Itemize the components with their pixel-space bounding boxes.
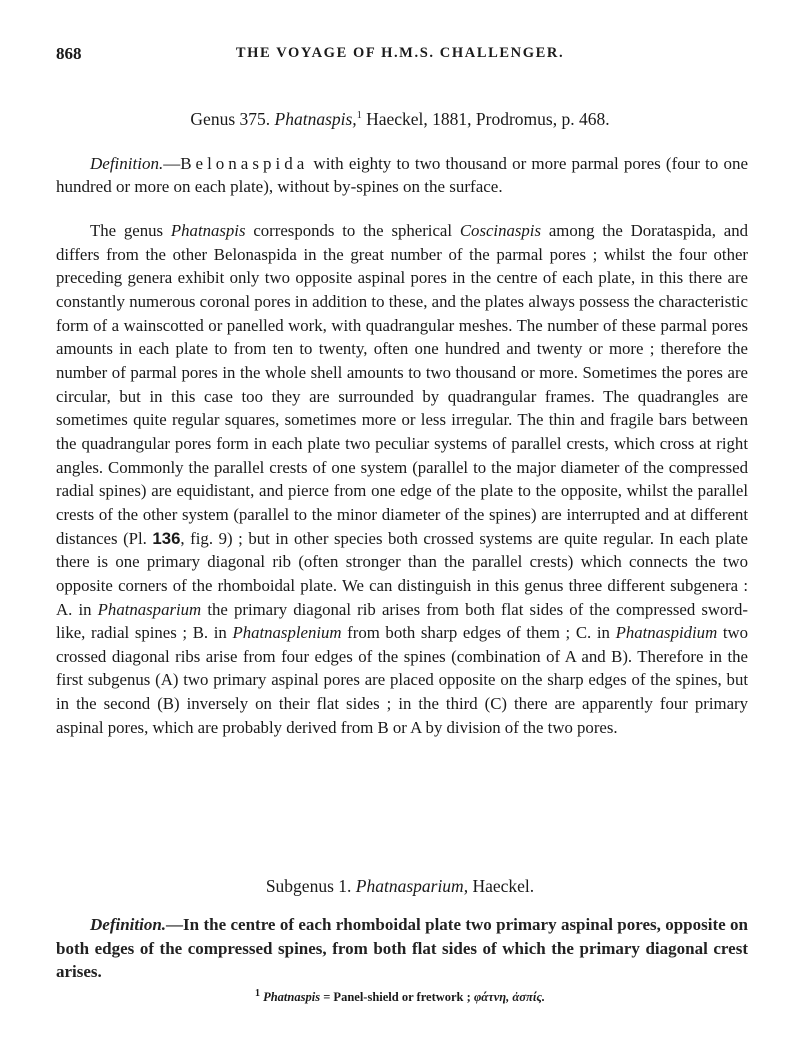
body-text-4: , fig. 9) ; but in other species both crossed systems are quite regular. In each plate there is one primary diagonal rib (often stronger than the parallel crests) which connects the two opposite corners of the rhomboidal plate. We can distinguish in this genus three different subgenera : A. in — [56, 528, 748, 619]
subgenus-definition-dash: — — [166, 915, 184, 934]
body-text-3: among the Dorataspida, and differs from the other Belonaspida in the great number of the parmal pores ; whilst the four other preceding genera exhibit only two opposite aspinal pores in the centre of each plate, in this there are constantly numerous coronal pores in addition to these, and the plates always possess the characteristic form of a wainscotted or panelled work, with quadrangular meshes. The number of these parmal pores amounts in each plate to from ten to twenty, often one hundred and twenty or more ; therefore the number of parmal pores in the whole shell amounts to two thousand or more. Sometimes the pores are circular, but in this case too they are surrounded by quadrangular frames. The quadrangles are sometimes quite regular squares, sometimes more or less irregular. The thin and fragile bars between the quadrangular pores form in each plate two peculiar systems of parallel crests, which cross at right angles. Commonly the parallel crests of one system (parallel to the major diameter of the compressed radial spines) are equidistant, and pierce from one edge of the plate to the opposite, whilst the parallel crests of the other system (parallel to the minor diameter of the spines) are interrupted and at different distances (Pl. — [56, 221, 748, 548]
genus-definition — [56, 152, 748, 198]
footnote-term: Phatnaspis — [263, 990, 321, 1004]
italic-phatnasparium: Phatnasparium — [97, 599, 202, 619]
running-head — [56, 44, 744, 68]
footnote-mark: 1 — [254, 987, 260, 999]
page-number: 868 — [56, 44, 82, 63]
subgenus-definition — [56, 913, 748, 984]
subgenus-heading — [0, 876, 800, 897]
subgenus-definition-text: In the centre of each rhomboidal plate two primary aspinal pores, opposite on both edges of the compressed spines, from both flat sides of which the primary diagonal crest arises. — [56, 915, 748, 981]
italic-phatnaspis: Phatnaspis — [170, 221, 246, 240]
genus-description — [56, 219, 748, 739]
footnote-greek: φάτνη, ἀσπίς. — [473, 990, 546, 1004]
footnote-text: = Panel-shield or fretwork ; — [320, 990, 474, 1004]
genus-citation: Haeckel, 1881, Prodromus, p. 468. — [366, 109, 610, 129]
definition-dash: — — [163, 154, 181, 173]
footnote — [0, 987, 800, 1005]
italic-coscinaspis: Coscinaspis — [459, 221, 541, 240]
family-name: Belonaspida — [180, 154, 309, 173]
definition-label: Definition. — [90, 154, 164, 173]
subgenus-number: Subgenus 1. — [265, 876, 352, 896]
italic-phatnaspidium: Phatnaspidium — [615, 623, 718, 643]
subgenus-author: Haeckel. — [472, 876, 535, 896]
journal-title: THE VOYAGE OF H.M.S. CHALLENGER. — [235, 45, 565, 61]
subgenus-definition-label: Definition. — [90, 915, 167, 934]
body-text-5: the primary diagonal rib arises from both flat sides of the compressed sword-like, radial spines ; B. in — [56, 599, 749, 643]
body-text-7: two crossed diagonal ribs arise from four edges of the spines (combination of A and B). Therefore in the first subgenus (A) two primary aspinal pores are placed opposite on the sharp edges of the spines, but in the second (B) inversely on their flat sides ; in the third (C) there are apparently four primary aspinal pores, which are probably derived from B or A by division of the two pores. — [56, 623, 748, 737]
genus-name: Phatnaspis, — [274, 109, 357, 129]
body-text-1: The genus — [90, 221, 171, 240]
body-text-6: from both sharp edges of them ; C. in — [341, 623, 616, 643]
footnote-reference[interactable]: 1 — [356, 110, 362, 122]
genus-number: Genus 375. — [190, 109, 271, 129]
subgenus-name: Phatnasparium, — [355, 876, 469, 896]
body-text-2: corresponds to the spherical — [245, 221, 460, 240]
definition-text: with eighty to two thousand or more parmal pores (four to one hundred or more on each plate), without by-spines on the surface. — [56, 154, 748, 196]
italic-phatnasplenium: Phatnasplenium — [232, 623, 342, 643]
genus-heading — [0, 109, 800, 130]
plate-number: 136 — [152, 528, 181, 548]
